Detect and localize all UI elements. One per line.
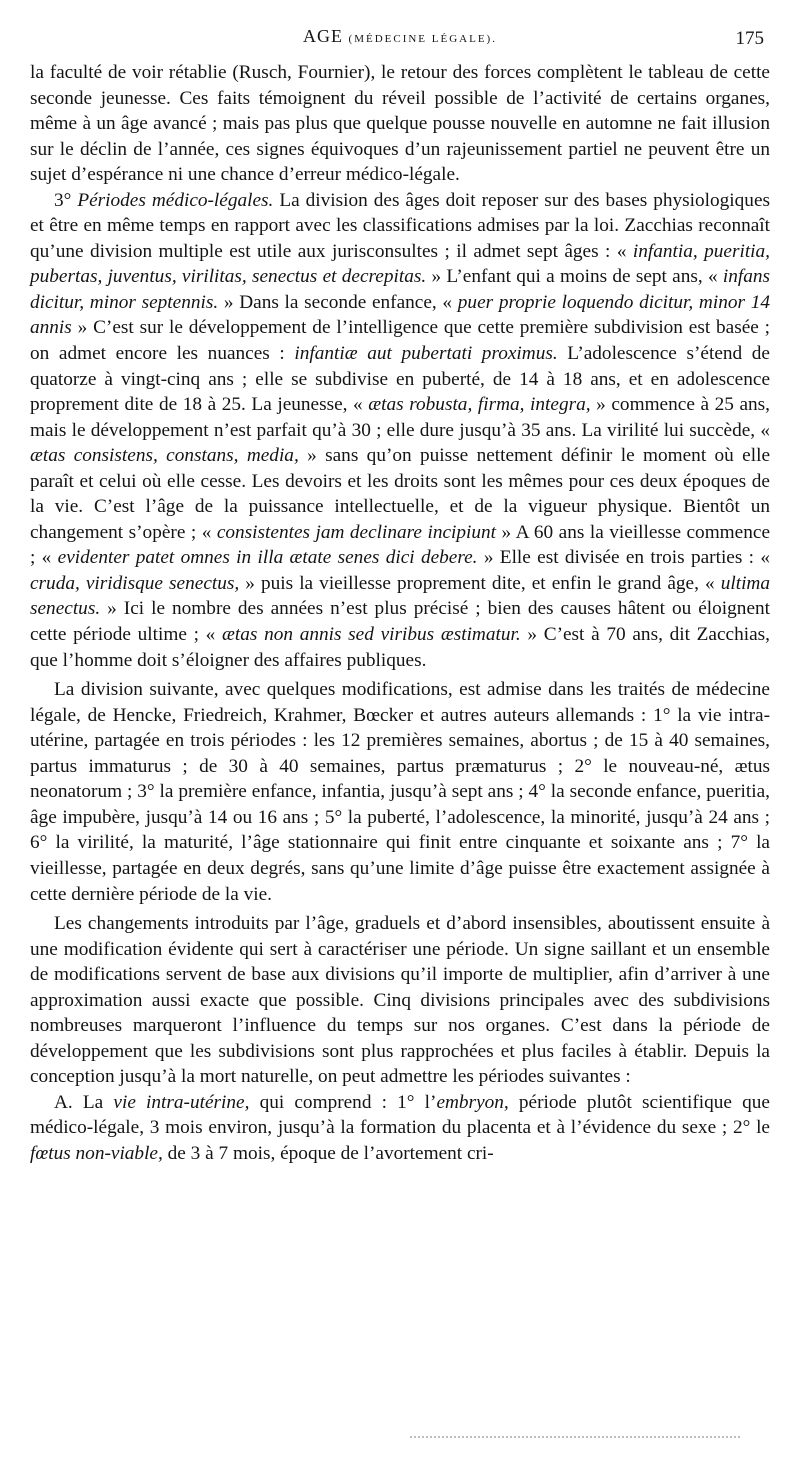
italic-run: cruda, viridisque senectus, bbox=[30, 572, 240, 594]
italic-run: infantiæ aut pubertati proximus. bbox=[294, 343, 558, 365]
text-run: de 3 à 7 mois, époque de l’avortement cri- bbox=[162, 1142, 494, 1164]
italic-run: evidenter patet omnes in illa ætate senes dici debere. bbox=[57, 547, 478, 569]
paragraph bbox=[30, 677, 770, 907]
italic-run: infans dicitur, minor septennis. bbox=[30, 266, 770, 313]
text-run: qui comprend : 1° l’ bbox=[249, 1091, 437, 1113]
bottom-rule bbox=[410, 1436, 740, 1440]
text-run: 3° bbox=[54, 189, 78, 211]
paragraph bbox=[30, 1090, 770, 1167]
text-run: » C’est à 70 ans, dit Zacchias, que l’homme doit s’éloigner des affaires publiques. bbox=[30, 624, 770, 671]
text-run: » A 60 ans la vieillesse commence ; « bbox=[30, 521, 770, 569]
italic-run: ultima senectus. bbox=[30, 572, 770, 620]
book-page bbox=[30, 26, 770, 1167]
text-run: » sans qu’on puisse nettement définir le moment où elle paraît et celui où elle cesse. Les devoirs et les droits sont les mêmes pour ces deux époques de la vie. C’est l’âge de la puissance intellectuelle, et de la vigueur physique. Bientôt un changement s’opère ; « bbox=[30, 445, 770, 543]
text-run: » puis la vieillesse proprement dite, et enfin le grand âge, « bbox=[239, 572, 721, 594]
text-run: La division suivante, avec quelques modifications, est admise dans les traités de médecine légale, de Hencke, Friedreich, Krahmer, Bœcker et autres auteurs allemands : 1° la vie intra-utérine, partagée en trois périodes : les 12 premières semaines, abortus ; de 15 à 40 semaines, partus immaturus ; de 30 à 40 semaines, partus præmaturus ; 2° le nouveau-né, ætus neonatorum ; 3° la première enfance, infantia, jusqu’à sept ans ; 4° la seconde enfance, pueritia, âge impubère, jusqu’à 14 ou 16 ans ; 5° la puberté, l’adolescence, la minorité, jusqu’à 24 ans ; 6° la virilité, la maturité, l’âge stationnaire qui finit entre cinquante et soixante ans ; 7° la vieillesse, partagée en deux degrés, sans qu’une limite d’âge puisse être exactement assignée à cette dernière période de la vie. bbox=[30, 679, 770, 905]
text-run: » commence à 25 ans, mais le développement n’est parfait qu’à 30 ; elle dure jusqu’à 35 ans. La virilité lui succède, « bbox=[30, 394, 770, 441]
text-run: période plutôt scientifique que médico-légale, 3 mois environ, jusqu’à la formation du placenta et à l’évidence du sexe ; 2° le bbox=[30, 1091, 770, 1139]
text-run: » L’enfant qui a moins de sept ans, « bbox=[426, 266, 723, 288]
text-run: » Dans la seconde enfance, « bbox=[218, 291, 458, 313]
italic-run: ætas robusta, firma, integra, bbox=[368, 394, 591, 416]
paragraph bbox=[30, 188, 770, 673]
page-header bbox=[30, 26, 770, 60]
text-run: A. La bbox=[54, 1091, 114, 1113]
running-title-sub: (MÉDECINE LÉGALE). bbox=[348, 33, 497, 45]
body-text bbox=[30, 60, 770, 1167]
italic-run: infantia, pueritia, pubertas, juventus, virilitas, senectus et decrepitas. bbox=[30, 240, 770, 288]
text-run: » C’est sur le développement de l’intelligence que cette première subdivision est basée ; on admet encore les nuances : bbox=[30, 317, 770, 365]
paragraph bbox=[30, 60, 770, 188]
italic-run: consistentes jam declinare incipiunt bbox=[216, 521, 497, 543]
page-number: 175 bbox=[735, 28, 764, 49]
italic-run: embryon, bbox=[436, 1091, 509, 1113]
running-title bbox=[30, 26, 770, 47]
italic-run: ætas non annis sed viribus æstimatur. bbox=[222, 624, 521, 646]
italic-run: puer proprie loquendo dicitur, minor 14 annis bbox=[30, 291, 770, 339]
paragraph bbox=[30, 911, 770, 1090]
text-run: » Ici le nombre des années n’est plus précisé ; bien des causes hâtent ou éloignent cette période ultime ; « bbox=[30, 598, 770, 646]
running-title-main: AGE bbox=[303, 26, 344, 46]
italic-run: fœtus non-viable, bbox=[30, 1142, 163, 1164]
text-run: Les changements introduits par l’âge, graduels et d’abord insensibles, aboutissent ensuite à une modification évidente qui sert à caractériser une période. Un signe saillant et un ensemble de modifications servent de base aux divisions qu’il importe de multiplier, afin d’arriver à une approximation aussi exacte que possible. Cinq divisions principales avec des subdivisions nombreuses marqueront l’influence du temps sur nos organes. C’est dans la période de développement que les subdivisions sont plus rapprochées et plus faciles à établir. Depuis la conception jusqu’à la mort naturelle, on peut admettre les périodes suivantes : bbox=[30, 913, 770, 1088]
text-run: la faculté de voir rétablie (Rusch, Fournier), le retour des forces complètent le tableau de cette seconde jeunesse. Ces faits témoignent du réveil possible de l’activité de certains organes, même à un âge avancé ; mais pas plus que quelque pousse nouvelle en automne ne fait illusion sur le déclin de l’année, ces signes équivoques d’un rajeunissement partiel ne peuvent être un sujet d’espérance ni une chance d’erreur médico-légale. bbox=[30, 62, 770, 186]
text-run: La division des âges doit reposer sur des bases physiologiques et être en même temps en rapport avec les classifications admises par la loi. Zacchias reconnaît qu’une division multiple est utile aux jurisconsultes ; il admet sept âges : « bbox=[30, 189, 770, 262]
italic-run: vie intra-utérine, bbox=[113, 1091, 250, 1113]
italic-run: ætas consistens, constans, media, bbox=[30, 445, 299, 467]
italic-run: Périodes médico-légales. bbox=[77, 189, 274, 211]
text-run: » Elle est divisée en trois parties : « bbox=[477, 547, 771, 569]
text-run: L’adolescence s’étend de quatorze à vingt-cinq ans ; elle se subdivise en puberté, de 14 à 18 ans, et en adolescence proprement dite de 18 à 25. La jeunesse, « bbox=[30, 343, 770, 416]
